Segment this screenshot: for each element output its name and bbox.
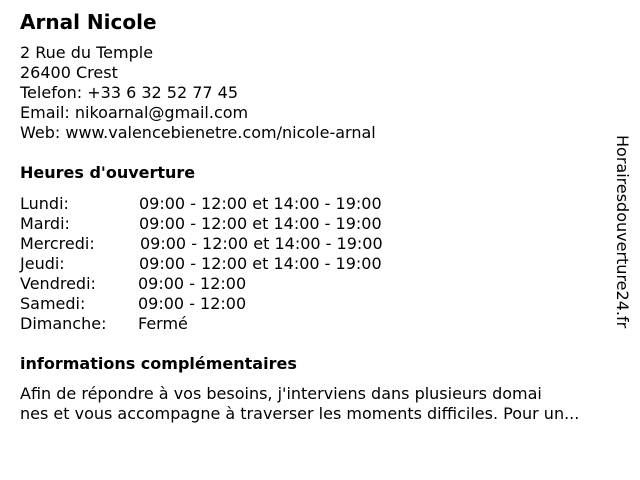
day-label: Jeudi:: [20, 254, 65, 273]
day-label: Mardi:: [20, 214, 70, 233]
additional-info-text: [20, 384, 632, 424]
address-city: 26400 Crest: [20, 63, 118, 82]
description-line: Afin de répondre à vos besoins, j'interviens dans plusieurs domai: [20, 384, 542, 403]
description-line: nes et vous accompagne à traverser les moments difficiles. Pour un...: [20, 404, 580, 423]
additional-info-heading: informations complémentaires: [20, 354, 297, 373]
day-label: Samedi:: [20, 294, 86, 313]
day-label: Lundi:: [20, 194, 69, 213]
day-label: Mercredi:: [20, 234, 95, 253]
website-link[interactable]: Web: www.valencebienetre.com/nicole-arnal: [20, 123, 376, 142]
email-address[interactable]: Email: nikoarnal@gmail.com: [20, 103, 249, 122]
day-hours: 09:00 - 12:00: [138, 274, 247, 293]
day-hours: 09:00 - 12:00 et 14:00 - 19:00: [139, 254, 382, 273]
day-hours: Fermé: [138, 314, 188, 333]
site-watermark: Horairesdouverture24.fr: [613, 135, 632, 329]
day-label: Vendredi:: [20, 274, 96, 293]
phone-number[interactable]: Telefon: +33 6 32 52 77 45: [20, 83, 239, 102]
contact-block: [20, 43, 376, 143]
day-hours: 09:00 - 12:00 et 14:00 - 19:00: [140, 234, 383, 253]
business-name: Arnal Nicole: [20, 10, 157, 34]
address-street: 2 Rue du Temple: [20, 43, 154, 62]
day-hours: 09:00 - 12:00 et 14:00 - 19:00: [139, 194, 382, 213]
opening-hours-heading: Heures d'ouverture: [20, 163, 196, 182]
day-hours: 09:00 - 12:00: [138, 294, 247, 313]
day-label: Dimanche:: [20, 314, 107, 333]
day-hours: 09:00 - 12:00 et 14:00 - 19:00: [139, 214, 382, 233]
